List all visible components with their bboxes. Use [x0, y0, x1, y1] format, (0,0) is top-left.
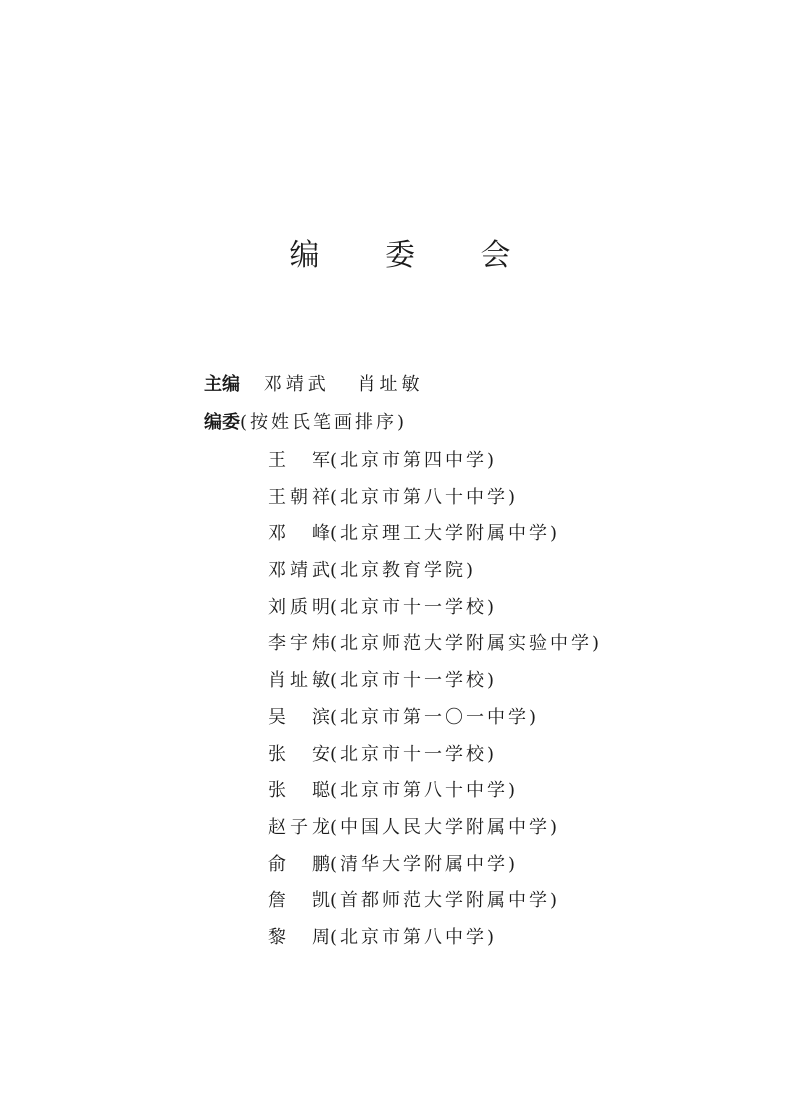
- committee-member-list: [268, 448, 602, 962]
- member-affiliation: (北京市第八中学): [330, 926, 498, 948]
- committee-member: [268, 448, 602, 485]
- member-affiliation: (北京市第四中学): [330, 450, 498, 471]
- member-name: 邓 峰: [268, 523, 330, 545]
- member-affiliation: (北京师范大学附属实验中学): [330, 633, 603, 655]
- committee-member: [268, 815, 602, 852]
- member-affiliation: (清华大学附属中学): [330, 853, 519, 875]
- member-name: 邓靖武: [268, 560, 330, 582]
- member-name: 张 安: [268, 743, 330, 765]
- member-affiliation: (北京市十一学校): [330, 743, 498, 765]
- member-name: 王 军: [268, 450, 330, 471]
- committee-label: 编委: [204, 412, 240, 433]
- member-affiliation: (北京市第一〇一中学): [330, 706, 540, 728]
- member-name: 黎 周: [268, 926, 330, 948]
- member-affiliation: (中国人民大学附属中学): [330, 816, 561, 838]
- chief-editor-names: [264, 372, 446, 398]
- chief-editor-line: [204, 372, 445, 398]
- committee-member: [268, 925, 602, 962]
- member-affiliation: (北京市第八十中学): [330, 780, 519, 802]
- committee-member: [268, 778, 602, 815]
- chief-editor-name: 肖址敏: [357, 374, 424, 395]
- member-name: 刘质明: [268, 596, 330, 618]
- member-name: 詹 凯: [268, 890, 330, 912]
- member-name: 吴 滨: [268, 706, 330, 728]
- committee-member: [268, 888, 602, 925]
- member-name: 俞 鹏: [268, 853, 330, 875]
- committee-member: [268, 485, 602, 522]
- member-affiliation: (首都师范大学附属中学): [330, 890, 561, 912]
- committee-member: [268, 631, 602, 668]
- member-affiliation: (北京市十一学校): [330, 670, 498, 692]
- committee-member: [268, 595, 602, 632]
- member-name: 张 聪: [268, 780, 330, 802]
- committee-member: [268, 852, 602, 889]
- committee-member: [268, 705, 602, 742]
- committee-member: [268, 521, 602, 558]
- member-name: 赵子龙: [268, 816, 330, 838]
- member-affiliation: (北京理工大学附属中学): [330, 523, 561, 545]
- page-title: 编 委 会: [289, 238, 539, 273]
- committee-member: [268, 558, 602, 595]
- member-name: 王朝祥: [268, 486, 330, 508]
- member-name: 肖址敏: [268, 670, 330, 692]
- committee-line: [204, 410, 407, 436]
- member-affiliation: (北京市第八十中学): [330, 486, 519, 508]
- committee-member: [268, 668, 602, 705]
- member-affiliation: (北京教育学院): [330, 560, 477, 582]
- chief-editor-name: 邓靖武: [263, 374, 330, 395]
- member-name: 李宇炜: [268, 633, 330, 655]
- member-affiliation: (北京市十一学校): [330, 596, 498, 618]
- committee-member: [268, 742, 602, 779]
- chief-editor-label: 主编: [204, 374, 240, 395]
- committee-note: (按姓氏笔画排序): [240, 412, 408, 433]
